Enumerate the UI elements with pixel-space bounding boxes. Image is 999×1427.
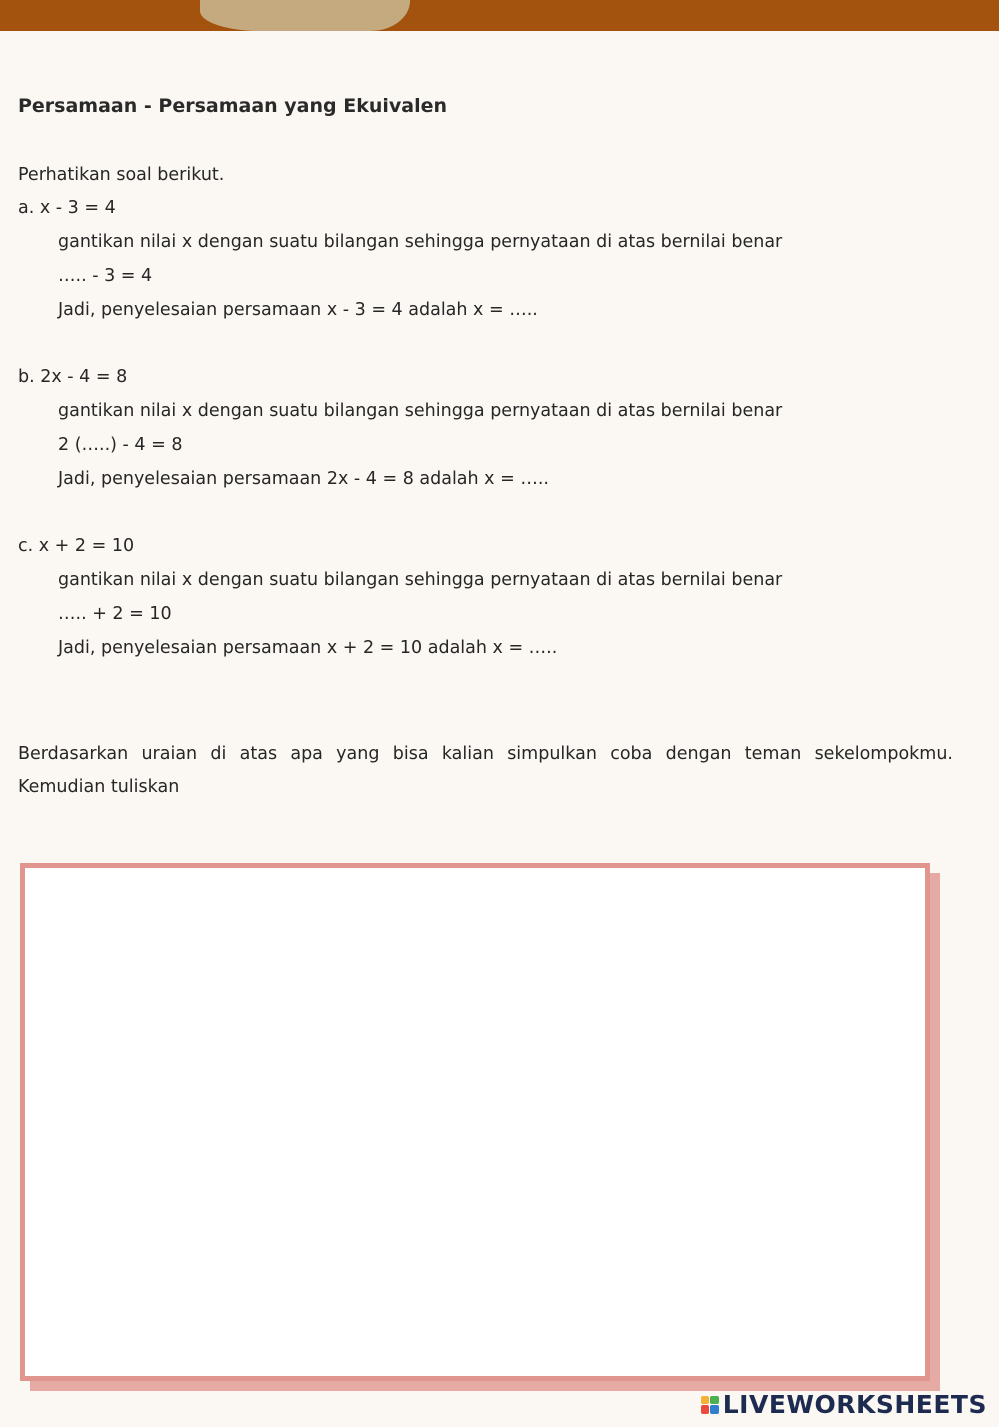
item-b-fill: 2 (…..) - 4 = 8 bbox=[58, 435, 183, 455]
answer-box[interactable] bbox=[20, 863, 930, 1381]
item-a-fill: ….. - 3 = 4 bbox=[58, 266, 153, 286]
header-band bbox=[0, 0, 999, 31]
liveworksheets-logo-icon bbox=[701, 1396, 719, 1414]
item-b-conclusion: Jadi, penyelesaian persamaan 2x - 4 = 8 adalah x = ….. bbox=[58, 469, 549, 489]
item-b-instruction: gantikan nilai x dengan suatu bilangan sehingga pernyataan di atas bernilai benar bbox=[58, 401, 783, 421]
liveworksheets-brand[interactable] bbox=[701, 1390, 987, 1419]
item-c-fill: ….. + 2 = 10 bbox=[58, 604, 172, 624]
item-b-equation: b. 2x - 4 = 8 bbox=[18, 367, 128, 387]
page-title: Persamaan - Persamaan yang Ekuivalen bbox=[18, 95, 448, 117]
item-c-conclusion: Jadi, penyelesaian persamaan x + 2 = 10 adalah x = ….. bbox=[58, 638, 558, 658]
item-c-instruction: gantikan nilai x dengan suatu bilangan sehingga pernyataan di atas bernilai benar bbox=[58, 570, 783, 590]
brand-name: LIVEWORKSHEETS bbox=[722, 1390, 987, 1419]
decorative-shape bbox=[200, 0, 410, 31]
item-a-conclusion: Jadi, penyelesaian persamaan x - 3 = 4 adalah x = ….. bbox=[58, 300, 538, 320]
conclusion-prompt: Berdasarkan uraian di atas apa yang bisa kalian simpulkan coba dengan teman sekelompokmu. Kemudian tuliskan bbox=[18, 744, 953, 797]
item-a-instruction: gantikan nilai x dengan suatu bilangan sehingga pernyataan di atas bernilai benar bbox=[58, 232, 783, 252]
item-a-equation: a. x - 3 = 4 bbox=[18, 198, 116, 218]
item-c-equation: c. x + 2 = 10 bbox=[18, 536, 135, 556]
intro-text: Perhatikan soal berikut. bbox=[18, 165, 225, 185]
